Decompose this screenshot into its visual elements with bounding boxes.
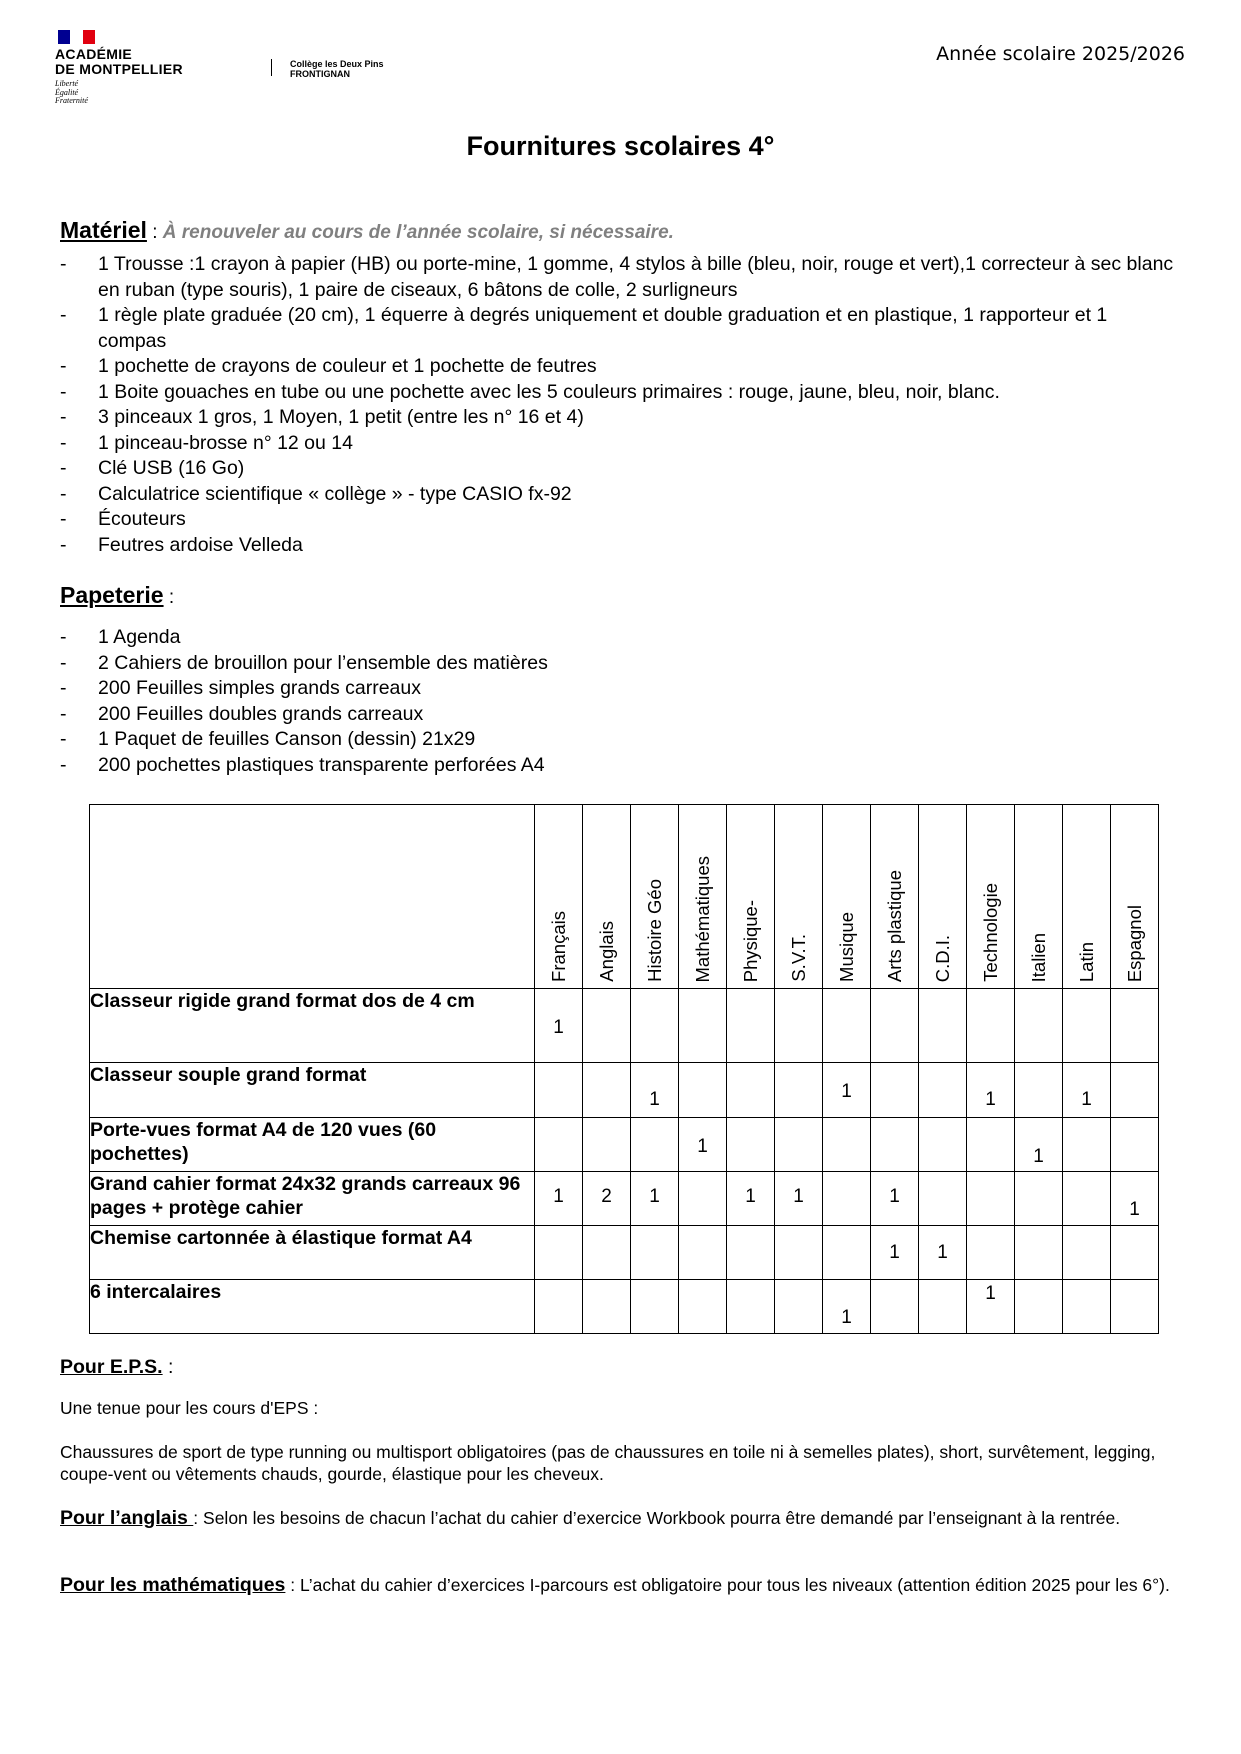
materiel-list	[60, 252, 1180, 558]
quantity-cell	[1015, 1226, 1063, 1280]
quantity-value: 1	[985, 1283, 996, 1304]
quantity-cell	[1063, 989, 1111, 1063]
quantity-cell	[775, 1118, 823, 1172]
subject-label: Histoire Géo	[643, 879, 665, 982]
quantity-cell	[919, 989, 967, 1063]
subject-header	[775, 805, 823, 989]
quantity-value: 1	[985, 1089, 996, 1110]
quantity-cell	[583, 1280, 631, 1334]
quantity-cell	[919, 1226, 967, 1280]
quantity-cell	[919, 1172, 967, 1226]
papeterie-item: - 2 Cahiers de brouillon pour l’ensemble des matières	[60, 651, 1180, 677]
quantity-value: 1	[649, 1186, 660, 1207]
quantity-value: 1	[793, 1186, 804, 1207]
quantity-cell	[823, 1063, 871, 1118]
quantity-cell	[967, 1063, 1015, 1118]
subject-label: Espagnol	[1123, 904, 1145, 982]
header-divider	[271, 59, 272, 76]
quantity-cell	[775, 1280, 823, 1334]
subject-header	[679, 805, 727, 989]
materiel-item: - 1 pinceau-brosse n° 12 ou 14	[60, 431, 1180, 457]
materiel-item: - Feutres ardoise Velleda	[60, 533, 1180, 559]
subject-header	[919, 805, 967, 989]
subject-label: Latin	[1075, 941, 1097, 982]
papeterie-heading: Papeterie :	[60, 582, 175, 608]
materiel-heading: Matériel : À renouveler au cours de l’année scolaire, si nécessaire.	[60, 217, 674, 243]
subject-label: Italien	[1027, 932, 1049, 982]
quantity-value: 1	[553, 1017, 564, 1038]
quantity-cell	[727, 1118, 775, 1172]
subject-header	[1063, 805, 1111, 989]
quantity-cell	[679, 1226, 727, 1280]
quantity-cell	[967, 1226, 1015, 1280]
maths-note: Pour les mathématiques : L’achat du cahier d’exercices I-parcours est obligatoire pour tous les niveaux (attention édition 2025 pour les 6°).	[60, 1574, 1170, 1596]
supply-label: Porte-vues format A4 de 120 vues (60 pochettes)	[90, 1118, 535, 1172]
quantity-cell	[535, 1172, 583, 1226]
materiel-item: - Clé USB (16 Go)	[60, 456, 1180, 482]
supplies-table	[89, 804, 1159, 1334]
quantity-cell	[1111, 989, 1159, 1063]
quantity-cell	[727, 1226, 775, 1280]
quantity-cell	[1111, 1063, 1159, 1118]
quantity-cell	[871, 1226, 919, 1280]
quantity-cell	[679, 989, 727, 1063]
subject-header	[871, 805, 919, 989]
quantity-cell	[1015, 1280, 1063, 1334]
republic-motto: Liberté Égalité Fraternité	[55, 79, 88, 105]
quantity-cell	[823, 1172, 871, 1226]
subject-header	[1111, 805, 1159, 989]
table-row	[90, 1063, 1159, 1118]
subject-label: Anglais	[595, 921, 617, 982]
quantity-value: 1	[1081, 1089, 1092, 1110]
quantity-cell	[823, 989, 871, 1063]
quantity-cell	[1063, 1172, 1111, 1226]
quantity-value: 1	[697, 1136, 708, 1157]
papeterie-item: - 1 Agenda	[60, 625, 1180, 651]
table-row	[90, 1172, 1159, 1226]
quantity-cell	[631, 1280, 679, 1334]
quantity-cell	[967, 1280, 1015, 1334]
quantity-cell	[1015, 1063, 1063, 1118]
subject-header-row	[90, 805, 1159, 989]
quantity-cell	[583, 1063, 631, 1118]
quantity-cell	[631, 1172, 679, 1226]
eps-heading: Pour E.P.S. :	[60, 1356, 174, 1378]
supply-label: Classeur souple grand format	[90, 1063, 535, 1118]
subject-header	[583, 805, 631, 989]
quantity-cell	[631, 989, 679, 1063]
quantity-cell	[1063, 1226, 1111, 1280]
quantity-cell	[1063, 1118, 1111, 1172]
papeterie-item: - 200 Feuilles simples grands carreaux	[60, 676, 1180, 702]
quantity-value: 1	[1129, 1199, 1140, 1220]
quantity-cell	[583, 1118, 631, 1172]
subject-label: Technologie	[979, 883, 1001, 982]
eps-line2: Chaussures de sport de type running ou multisport obligatoires (pas de chaussures en toile ni à semelles plates), short, survêtement, legging, coupe-vent ou vêtements chauds, gourde, élastique pour les cheveux.	[60, 1442, 1156, 1484]
quantity-cell	[775, 989, 823, 1063]
materiel-item: - 1 Trousse :1 crayon à papier (HB) ou porte-mine, 1 gomme, 4 stylos à bille (bleu, noir, rouge et vert),1 correcteur à sec blanc en ruban (type souris), 1 paire de ciseaux, 6 bâtons de colle, 2 surligneurs	[60, 252, 1180, 303]
subject-header	[631, 805, 679, 989]
quantity-cell	[727, 1172, 775, 1226]
table-row	[90, 989, 1159, 1063]
quantity-cell	[919, 1280, 967, 1334]
quantity-cell	[727, 989, 775, 1063]
quantity-cell	[535, 1118, 583, 1172]
quantity-cell	[775, 1172, 823, 1226]
quantity-cell	[727, 1063, 775, 1118]
quantity-cell	[583, 1226, 631, 1280]
anglais-note: Pour l’anglais : Selon les besoins de chacun l’achat du cahier d’exercice Workbook pourra être demandé par l’enseignant à la rentrée.	[60, 1507, 1121, 1529]
quantity-cell	[679, 1118, 727, 1172]
quantity-value: 2	[601, 1186, 612, 1207]
quantity-cell	[1111, 1118, 1159, 1172]
quantity-cell	[1111, 1172, 1159, 1226]
subject-label: Français	[547, 911, 569, 982]
materiel-item: - 3 pinceaux 1 gros, 1 Moyen, 1 petit (entre les n° 16 et 4)	[60, 405, 1180, 431]
quantity-cell	[919, 1063, 967, 1118]
subject-label: Musique	[835, 912, 857, 982]
materiel-item: - Calculatrice scientifique « collège » - type CASIO fx-92	[60, 482, 1180, 508]
subject-label: C.D.I.	[931, 934, 953, 982]
quantity-value: 1	[649, 1089, 660, 1110]
papeterie-list	[60, 625, 1180, 778]
papeterie-item: - 1 Paquet de feuilles Canson (dessin) 21x29	[60, 727, 1180, 753]
subject-header	[1015, 805, 1063, 989]
quantity-cell	[535, 989, 583, 1063]
subject-label: Arts plastique	[883, 869, 905, 982]
quantity-cell	[871, 989, 919, 1063]
subject-label: Mathématiques	[691, 855, 713, 982]
quantity-cell	[1111, 1226, 1159, 1280]
subject-label: Physique-	[739, 899, 761, 982]
quantity-cell	[631, 1118, 679, 1172]
quantity-cell	[679, 1063, 727, 1118]
eps-line1: Une tenue pour les cours d'EPS :	[60, 1398, 319, 1418]
subject-header	[967, 805, 1015, 989]
materiel-item: - 1 pochette de crayons de couleur et 1 pochette de feutres	[60, 354, 1180, 380]
quantity-value: 1	[553, 1186, 564, 1207]
supply-label: Grand cahier format 24x32 grands carreaux 96 pages + protège cahier	[90, 1172, 535, 1226]
quantity-value: 1	[841, 1081, 852, 1102]
subject-label: S.V.T.	[787, 934, 809, 982]
quantity-cell	[679, 1172, 727, 1226]
supply-label: Chemise cartonnée à élastique format A4	[90, 1226, 535, 1280]
table-row	[90, 1226, 1159, 1280]
school-year: Année scolaire 2025/2026	[936, 43, 1185, 65]
quantity-cell	[1063, 1280, 1111, 1334]
quantity-cell	[1015, 989, 1063, 1063]
subject-header	[823, 805, 871, 989]
supply-label: Classeur rigide grand format dos de 4 cm	[90, 989, 535, 1063]
quantity-cell	[1015, 1172, 1063, 1226]
materiel-item: - Écouteurs	[60, 507, 1180, 533]
quantity-cell	[871, 1280, 919, 1334]
quantity-cell	[679, 1280, 727, 1334]
quantity-cell	[631, 1226, 679, 1280]
quantity-value: 1	[745, 1186, 756, 1207]
quantity-cell	[967, 1118, 1015, 1172]
subject-header	[535, 805, 583, 989]
quantity-cell	[967, 1172, 1015, 1226]
quantity-cell	[1015, 1118, 1063, 1172]
academy-logo	[55, 30, 235, 106]
quantity-cell	[631, 1063, 679, 1118]
quantity-value: 1	[889, 1242, 900, 1263]
materiel-item: - 1 règle plate graduée (20 cm), 1 équerre à degrés uniquement et double graduation et en plastique, 1 rapporteur et 1 compas	[60, 303, 1180, 354]
quantity-cell	[871, 1118, 919, 1172]
quantity-cell	[583, 989, 631, 1063]
quantity-cell	[583, 1172, 631, 1226]
quantity-cell	[823, 1280, 871, 1334]
quantity-value: 1	[889, 1186, 900, 1207]
quantity-cell	[535, 1063, 583, 1118]
quantity-cell	[967, 989, 1015, 1063]
quantity-cell	[1063, 1063, 1111, 1118]
french-flag-icon	[58, 30, 95, 44]
college-name: Collège les Deux Pins FRONTIGNAN	[290, 59, 384, 79]
quantity-cell	[1111, 1280, 1159, 1334]
quantity-cell	[775, 1226, 823, 1280]
materiel-item: - 1 Boite gouaches en tube ou une pochette avec les 5 couleurs primaires : rouge, jaune, bleu, noir, blanc.	[60, 380, 1180, 406]
quantity-cell	[871, 1172, 919, 1226]
quantity-cell	[919, 1118, 967, 1172]
table-row	[90, 1118, 1159, 1172]
quantity-cell	[823, 1226, 871, 1280]
quantity-value: 1	[1033, 1146, 1044, 1167]
quantity-value: 1	[841, 1307, 852, 1328]
papeterie-item: - 200 Feuilles doubles grands carreaux	[60, 702, 1180, 728]
quantity-cell	[535, 1226, 583, 1280]
academy-name: ACADÉMIE DE MONTPELLIER	[55, 46, 183, 77]
quantity-value: 1	[937, 1242, 948, 1263]
quantity-cell	[727, 1280, 775, 1334]
table-corner-cell	[90, 805, 535, 989]
quantity-cell	[535, 1280, 583, 1334]
quantity-cell	[823, 1118, 871, 1172]
supply-label: 6 intercalaires	[90, 1280, 535, 1334]
quantity-cell	[871, 1063, 919, 1118]
quantity-cell	[775, 1063, 823, 1118]
papeterie-item: - 200 pochettes plastiques transparente perforées A4	[60, 753, 1180, 779]
subject-header	[727, 805, 775, 989]
page-title: Fournitures scolaires 4°	[466, 131, 775, 161]
table-row	[90, 1280, 1159, 1334]
